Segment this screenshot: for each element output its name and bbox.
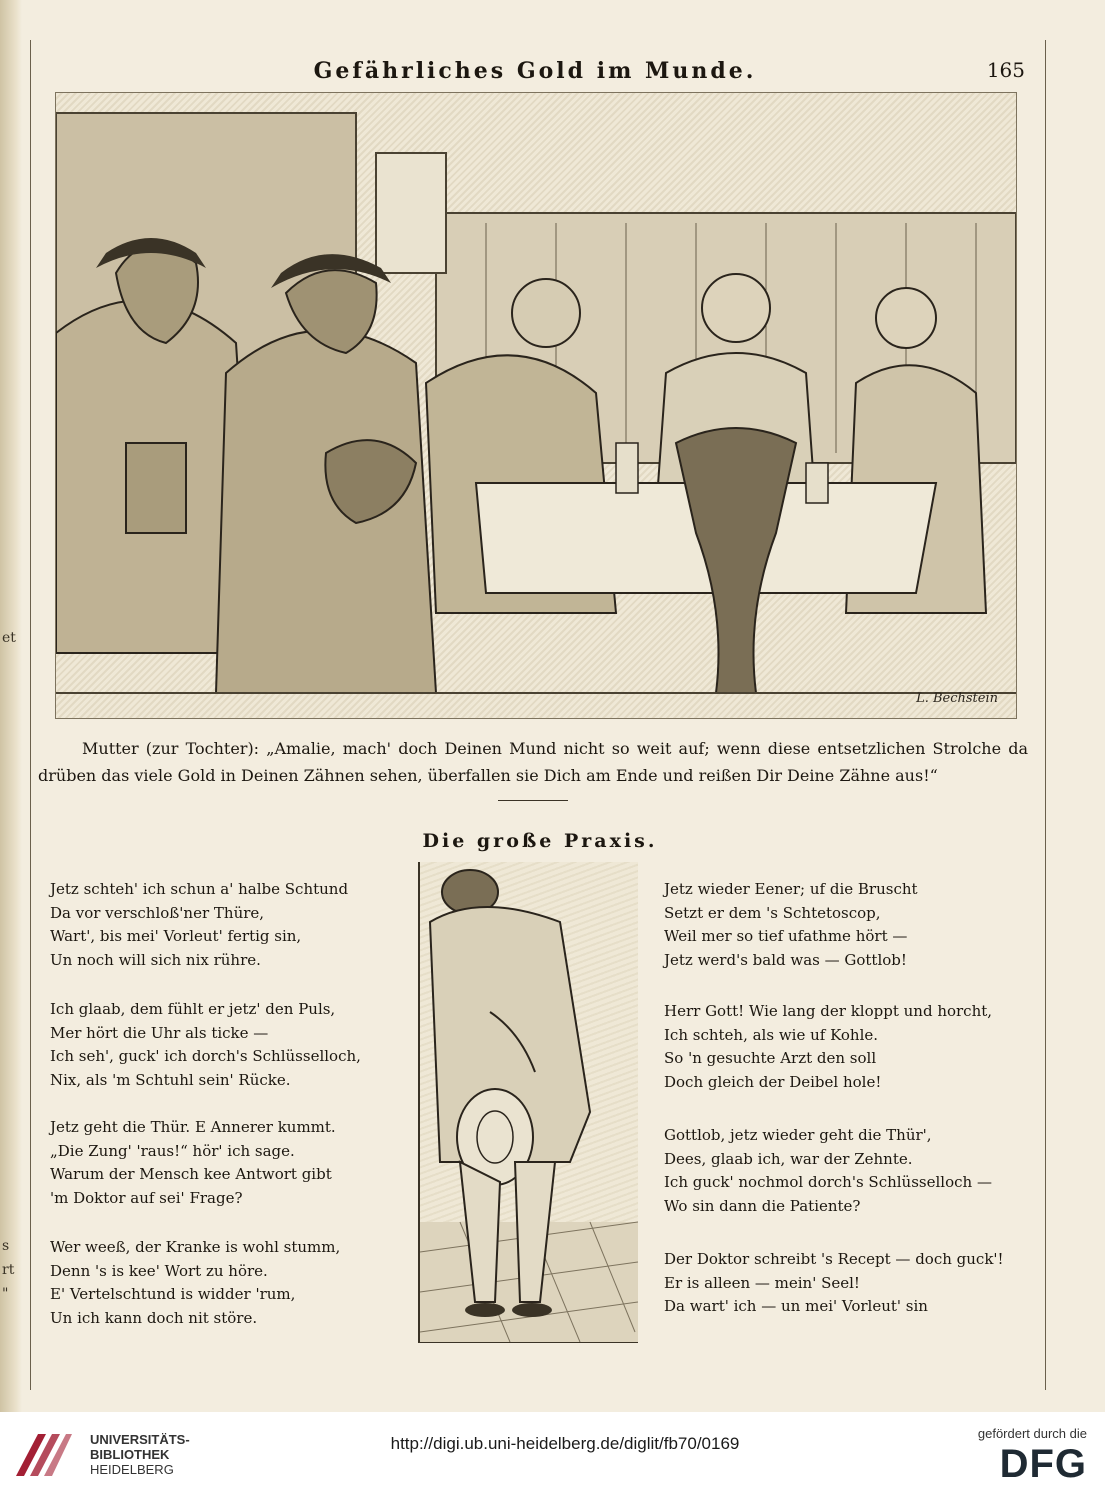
poem-line: Un ich kann doch nit störe.	[50, 1308, 258, 1327]
page-frame-rule	[30, 40, 31, 1390]
poem-line: Doch gleich der Deibel hole!	[664, 1072, 882, 1091]
library-seal-icon	[12, 1430, 74, 1480]
poem-title: Die große Praxis.	[422, 830, 658, 852]
poem-stanza	[664, 1124, 1014, 1218]
poem-line: E' Vertelschtund is widder 'rum,	[50, 1285, 296, 1303]
tavern-engraving	[56, 93, 1016, 718]
library-name	[90, 1432, 190, 1477]
illustrator-signature: L. Bechstein	[916, 691, 998, 706]
poem-line: Jetz geht die Thür. E Annerer kummt.	[50, 1118, 336, 1136]
poem-line: So 'n gesuchte Arzt den soll	[664, 1049, 877, 1067]
permalink-url[interactable]: http://digi.ub.uni-heidelberg.de/diglit/fb70/0169	[390, 1434, 740, 1453]
poem-stanza	[50, 1116, 400, 1210]
tavern-illustration	[55, 92, 1017, 719]
poem-line: Herr Gott! Wie lang der kloppt und horcht,	[664, 1002, 993, 1020]
neighbouring-page-edge	[0, 0, 22, 1412]
poem-stanza	[664, 878, 1014, 972]
poem-line: Ich schteh, als wie uf Kohle.	[664, 1025, 879, 1044]
edge-fragment: et	[2, 630, 16, 646]
poem-line: Jetz wieder Eener; uf die Bruscht	[664, 880, 918, 898]
page-number: 165	[986, 58, 1025, 82]
poem-stanza	[664, 1248, 1014, 1319]
poem-line: Wer weeß, der Kranke is wohl stumm,	[50, 1238, 341, 1256]
dfg-logo: DFG	[999, 1442, 1087, 1486]
poem-line: Mer hört die Uhr als ticke —	[50, 1023, 269, 1042]
edge-fragment: "	[2, 1286, 9, 1302]
poem-line: „Die Zung' 'raus!“ hör' ich sage.	[50, 1141, 295, 1160]
poem-line: Gottlob, jetz wieder geht die Thür',	[664, 1126, 932, 1144]
poem-line: Jetz schteh' ich schun a' halbe Schtund	[50, 880, 349, 898]
waiting-man-engraving	[420, 862, 638, 1342]
viewer-footer	[0, 1412, 1105, 1492]
edge-fragment: rt	[2, 1262, 15, 1278]
doctor-waiting-illustration	[418, 862, 638, 1343]
poem-stanza	[50, 1236, 400, 1330]
funder-label: gefördert durch die	[977, 1426, 1087, 1441]
poem-line: Weil mer so tief ufathme hört —	[664, 927, 908, 945]
poem-line: Er is alleen — mein' Seel!	[664, 1273, 860, 1292]
poem-line: 'm Doktor auf sei' Frage?	[50, 1188, 243, 1207]
poem-stanza	[664, 1000, 1014, 1094]
section-divider	[498, 800, 568, 801]
poem-line: Wart', bis mei' Vorleut' fertig sin,	[50, 927, 302, 945]
poem-stanza	[50, 878, 400, 972]
poem-line: Warum der Mensch kee Antwort gibt	[50, 1165, 332, 1183]
page-frame-rule	[1045, 40, 1046, 1390]
poem-line: Da vor verschloß'ner Thüre,	[50, 903, 265, 922]
poem-line: Wo sin dann die Patiente?	[664, 1196, 861, 1215]
poem-line: Ich guck' nochmol dorch's Schlüsselloch —	[664, 1173, 992, 1191]
library-name-line: UNIVERSITÄTS-	[90, 1432, 190, 1447]
poem-line: Jetz werd's bald was — Gottlob!	[664, 950, 907, 969]
poem-line: Dees, glaab ich, war der Zehnte.	[664, 1149, 913, 1168]
edge-fragment: s	[2, 1238, 10, 1254]
running-title: Gefährliches Gold im Munde.	[313, 58, 757, 84]
poem-line: Ich glaab, dem fühlt er jetz' den Puls,	[50, 1000, 336, 1018]
library-name-line: BIBLIOTHEK	[90, 1447, 170, 1462]
poem-line: Un noch will sich nix rühre.	[50, 950, 261, 969]
poem-stanza	[50, 998, 400, 1092]
illustration-caption: Mutter (zur Tochter): „Amalie, mach' doch Deinen Mund nicht so weit auf; wenn diese entsetzlichen Strolche da drüben das viele Gold in Deinen Zähnen sehen, überfallen sie Dich am Ende und reißen Dir Deine Zähne aus!“	[38, 739, 1028, 785]
poem-line: Da wart' ich — un mei' Vorleut' sin	[664, 1297, 928, 1315]
library-name-line: HEIDELBERG	[90, 1462, 174, 1477]
poem-line: Setzt er dem 's Schtetoscop,	[664, 903, 881, 922]
poem-line: Nix, als 'm Schtuhl sein' Rücke.	[50, 1070, 291, 1089]
poem-line: Ich seh', guck' ich dorch's Schlüsselloch,	[50, 1047, 361, 1065]
poem-line: Denn 's is kee' Wort zu höre.	[50, 1261, 268, 1280]
poem-line: Der Doktor schreibt 's Recept — doch guck'!	[664, 1250, 1004, 1268]
